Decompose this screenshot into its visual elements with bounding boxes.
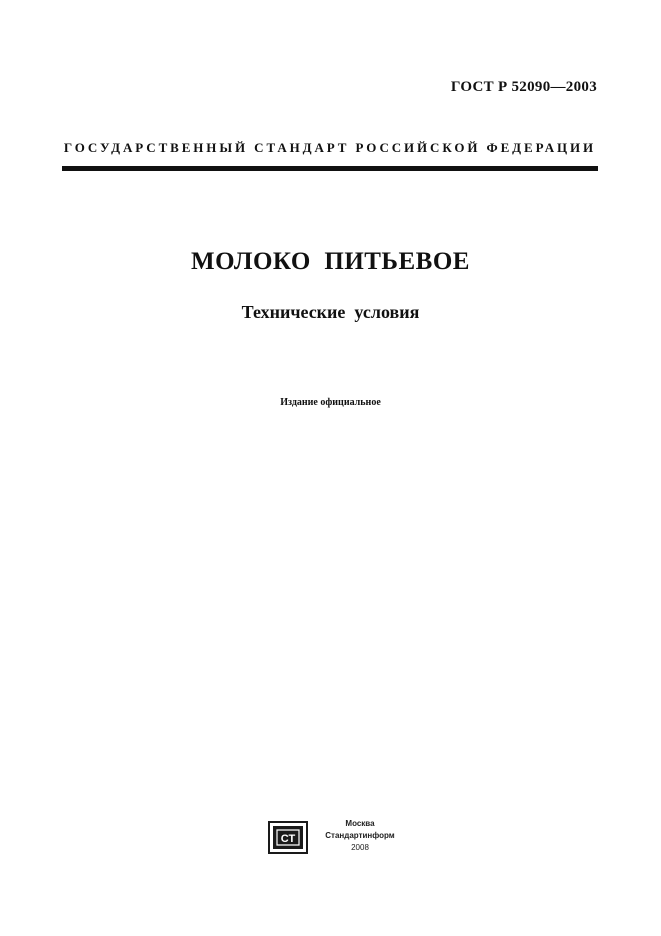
publisher-name: Стандартинформ xyxy=(325,831,395,840)
page-title: МОЛОКО ПИТЬЕВОЕ xyxy=(191,248,470,275)
publication-year: 2008 xyxy=(351,843,369,852)
state-standard-heading: ГОСУДАРСТВЕННЫЙ СТАНДАРТ РОССИЙСКОЙ ФЕДЕРАЦИИ xyxy=(63,140,597,155)
doc-number: ГОСТ Р 52090—2003 xyxy=(450,79,597,95)
publisher-city: Москва xyxy=(345,819,375,828)
publisher-logo-letters: СТ xyxy=(280,833,296,845)
publisher-logo-icon xyxy=(268,821,308,854)
publisher-text xyxy=(312,818,408,854)
publisher-block xyxy=(268,818,418,858)
page-subtitle: Технические условия xyxy=(241,302,420,322)
heading-rule xyxy=(62,166,598,171)
edition-note: Издание официальное xyxy=(280,397,381,408)
